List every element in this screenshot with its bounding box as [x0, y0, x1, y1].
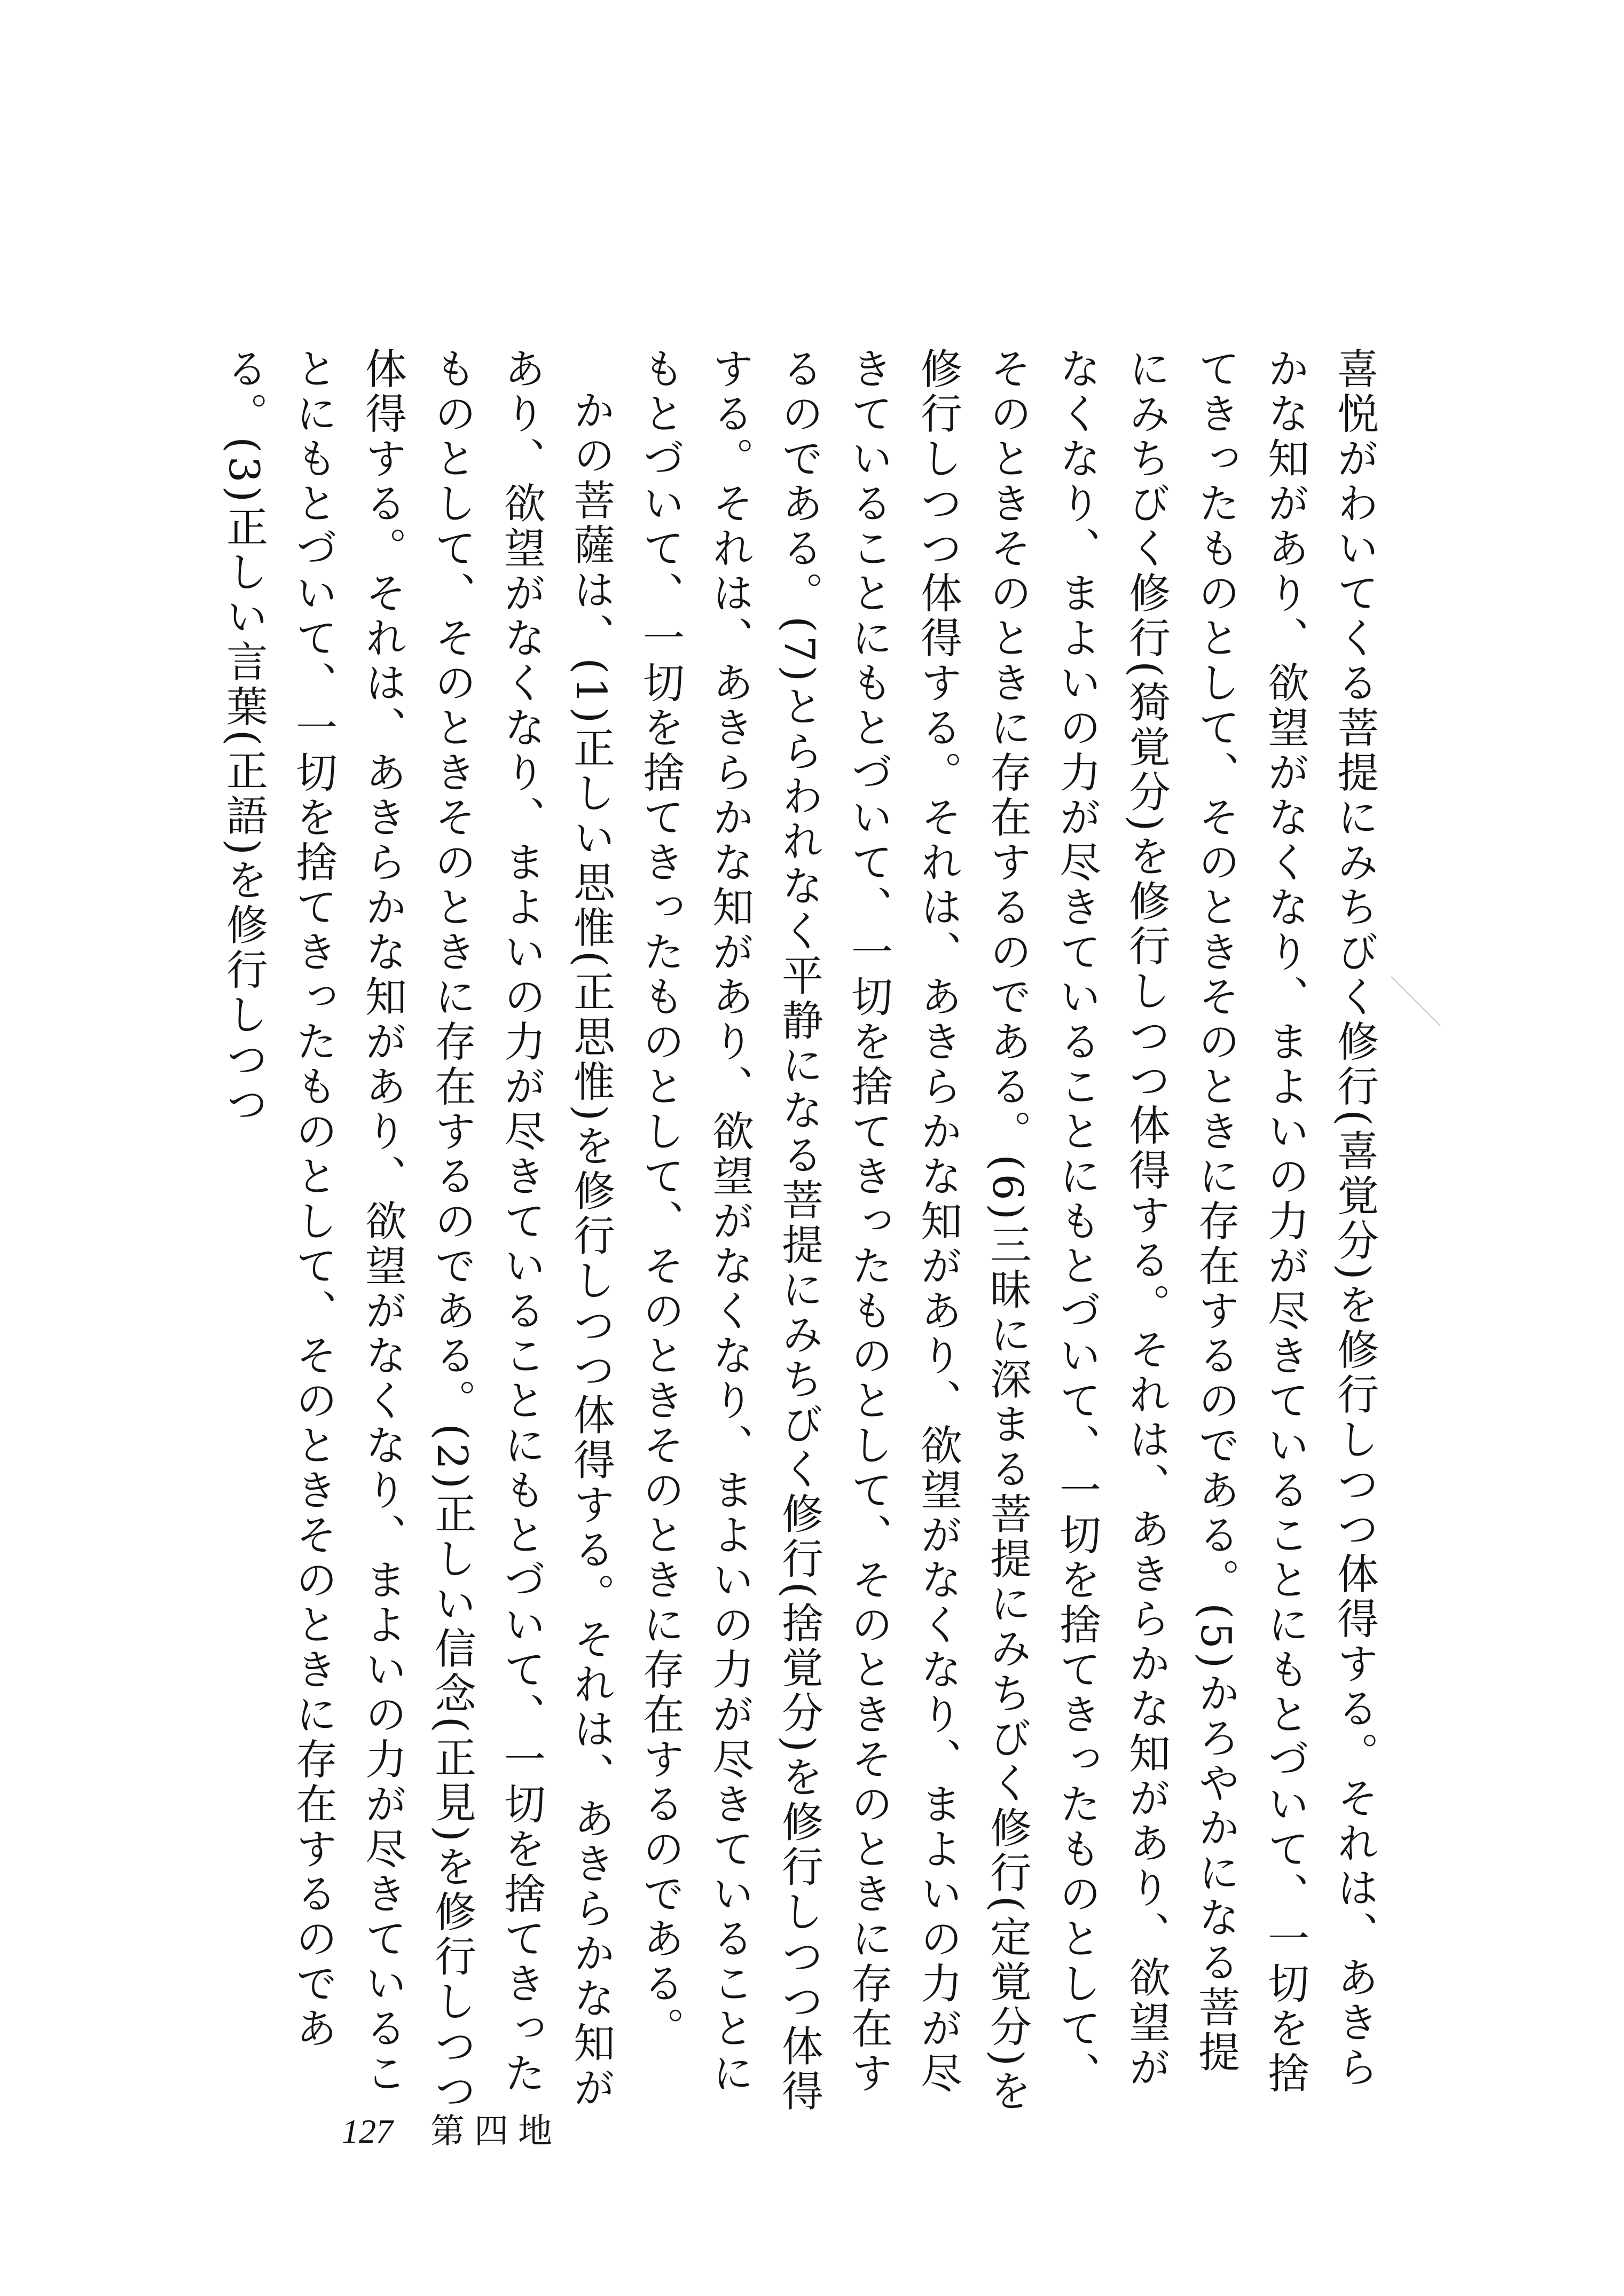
page-number: 127: [342, 2112, 393, 2150]
vertical-text-block: [219, 347, 1389, 2120]
paragraph-1: 喜悦がわいてくる菩提にみちびく修行(喜覚分)を修行しつつ体得する。それは、あきらかな知があり、欲望がなくなり、まよいの力が尽きていることにもとづいて、一切を捨てきったものとして、そのときそのときに存在するのである。(5)かろやかになる菩提にみちびく修行(猗覚分)を修行しつつ体得する。それは、あきらかな知があり、欲望がなくなり、まよいの力が尽きていることにもとづいて、一切を捨てきったものとして、そのときそのときに存在するのである。(6)三昧に深まる菩提にみちびく修行(定覚分)を修行しつつ体得する。それは、あきらかな知があり、欲望がなくなり、まよいの力が尽きていることにもとづいて、一切を捨てきったものとして、そのときそのときに存在するのである。(7)とらわれなく平静になる菩提にみちびく修行(捨覚分)を修行しつつ体得する。それは、あきらかな知があり、欲望がなくなり、まよいの力が尽きていることにもとづいて、一切を捨てきったものとして、そのときそのときに存在するのである。: [636, 347, 1378, 2114]
scan-mark: [1391, 976, 1440, 1026]
page-footer: [342, 2104, 562, 2153]
paragraph-2: かの菩薩は、(1)正しい思惟(正思惟)を修行しつつ体得する。それは、あきらかな知があり、欲望がなくなり、まよいの力が尽きていることにもとづいて、一切を捨てきったものとして、そのときそのときに存在するのである。(2)正しい信念(正見)を修行しつつ体得する。それは、あきらかな知があり、欲望がなくなり、まよいの力が尽きていることにもとづいて、一切を捨てきったものとして、そのときそのときに存在するのである。(3)正しい言葉(正語)を修行しつつ: [219, 347, 615, 2114]
chapter-title: 第四地: [430, 2112, 562, 2151]
